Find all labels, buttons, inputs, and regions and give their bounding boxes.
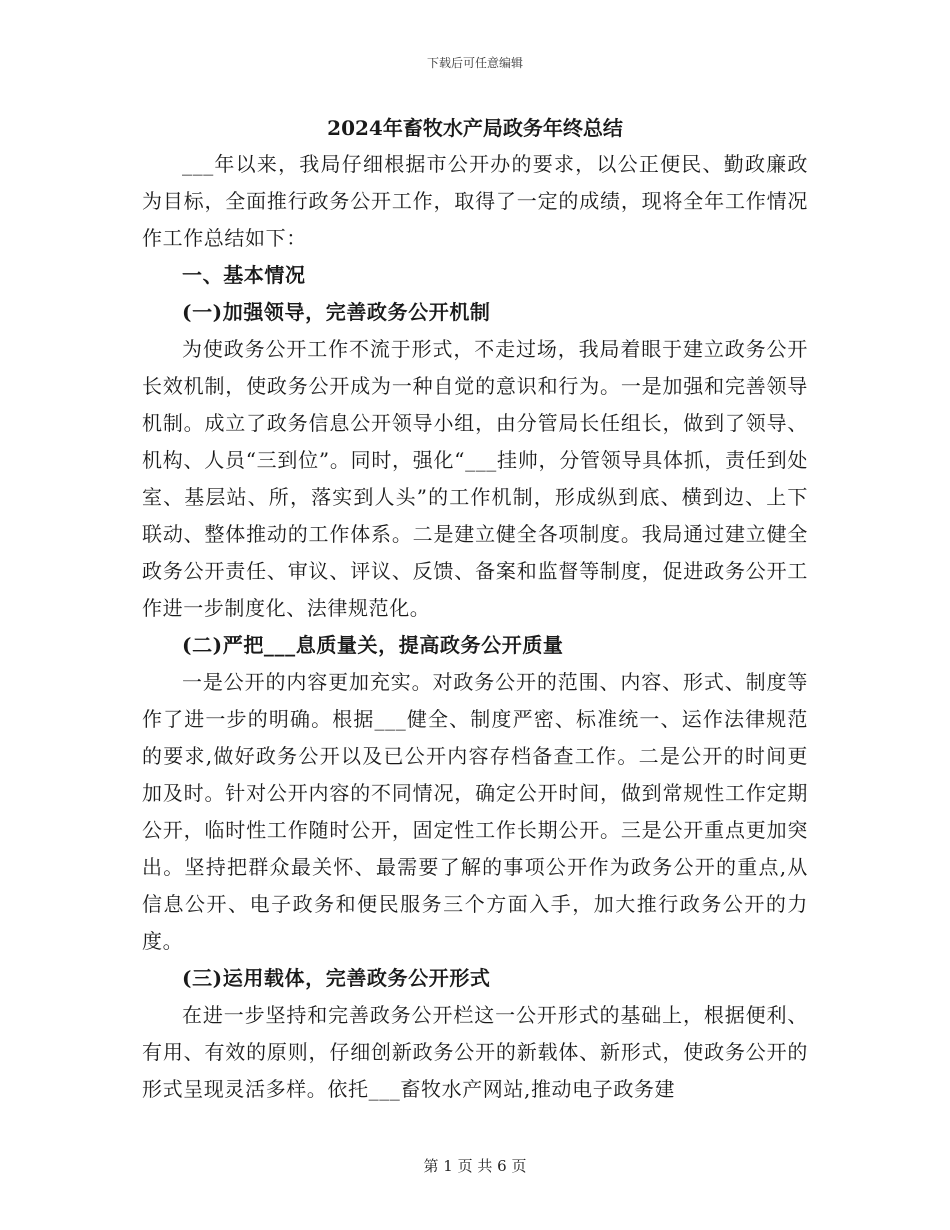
- section-heading-basic: 一、基本情况: [182, 263, 306, 287]
- page-footer: 第 1 页 共 6 页: [423, 1157, 527, 1175]
- subsection-body-1: 为使政务公开工作不流于形式，不走过场，我局着眼于建立政务公开长效机制，使政务公开成为一种自觉的意识和行为。一是加强和完善领导机制。成立了政务信息公开领导小组，由分管局长任组长，做到了领导、机构、人员“三到位”。同时，强化“___挂帅，分管领导具体抓，责任到处室、基层站、所，落实到人头”的工作机制，形成纵到底、横到边、上下联动、整体推动的工作体系。二是建立健全各项制度。我局通过建立健全政务公开责任、审议、评议、反馈、备案和监督等制度，促进政务公开工作进一步制度化、法律规范化。: [142, 337, 808, 620]
- document-title: 2024年畜牧水产局政务年终总结: [327, 116, 623, 140]
- subsection-body-2: 一是公开的内容更加充实。对政务公开的范围、内容、形式、制度等作了进一步的明确。根据___健全、制度严密、标准统一、运作法律规范的要求,做好政务公开以及已公开内容存档备查工作。二是公开的时间更加及时。针对公开内容的不同情况，确定公开时间，做到常规性工作定期公开，临时性工作随时公开，固定性工作长期公开。三是公开重点更加突出。坚持把群众最关怀、最需要了解的事项公开作为政务公开的重点,从信息公开、电子政务和便民服务三个方面入手，加大推行政务公开的力度。: [142, 670, 808, 953]
- subsection-heading-3: (三)运用载体，完善政务公开形式: [182, 966, 491, 990]
- intro-paragraph: ___年以来，我局仔细根据市公开办的要求，以公正便民、勤政廉政为目标，全面推行政务公开工作，取得了一定的成绩，现将全年工作情况作工作总结如下：: [142, 152, 808, 250]
- subsection-body-3: 在进一步坚持和完善政务公开栏这一公开形式的基础上，根据便利、有用、有效的原则，仔细创新政务公开的新载体、新形式，使政务公开的形式呈现灵活多样。依托___畜牧水产网站,推动电子政务建: [142, 1003, 808, 1101]
- header-note: 下载后可任意编辑: [426, 56, 523, 70]
- subsection-heading-2: (二)严把___息质量关，提高政务公开质量: [182, 633, 564, 657]
- document-body: [142, 110, 808, 1108]
- subsection-heading-1: (一)加强领导，完善政务公开机制: [182, 300, 491, 324]
